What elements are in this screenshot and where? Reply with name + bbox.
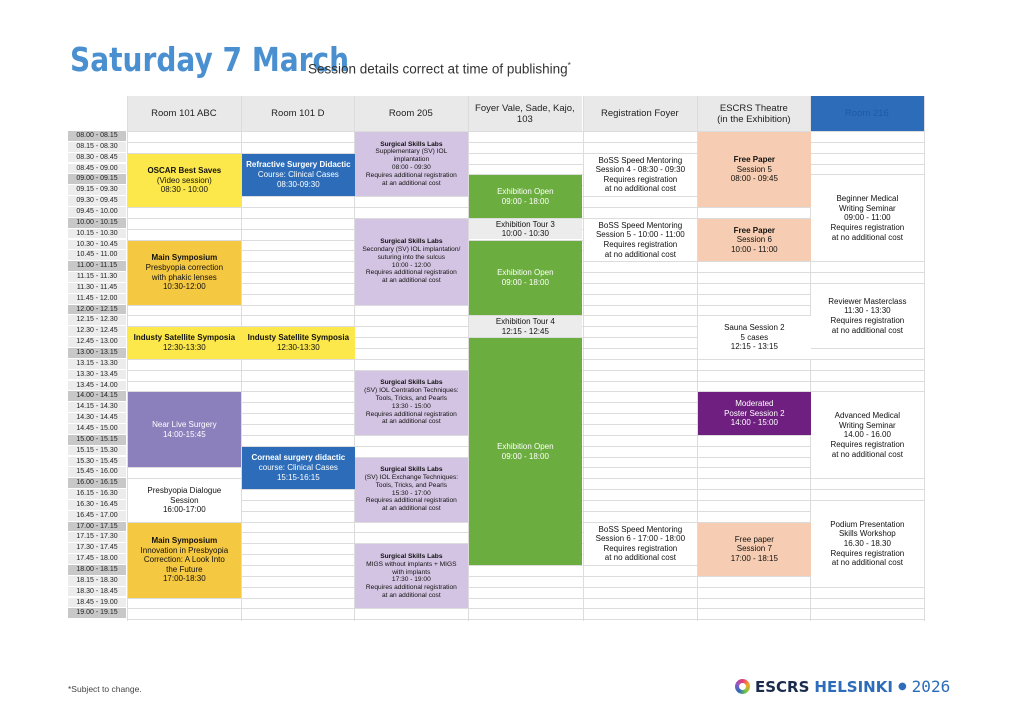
- session-block[interactable]: [355, 132, 468, 196]
- time-slot: 09.15 - 09.30: [68, 185, 126, 196]
- session-detail: 13:30 - 15:00: [391, 402, 431, 410]
- session-title: Corneal surgery didactic: [251, 453, 346, 463]
- session-detail: 14:00-15:45: [162, 429, 206, 439]
- session-detail: Poster Session 2: [724, 408, 785, 418]
- time-slot: 14.45 - 15.00: [68, 424, 126, 435]
- time-slot: 14.30 - 14.45: [68, 413, 126, 424]
- time-slot: 15.15 - 15.30: [68, 446, 126, 457]
- session-title: Podium Presentation: [830, 519, 905, 529]
- time-slot: 18.45 - 19.00: [68, 598, 126, 609]
- session-block[interactable]: [128, 479, 241, 521]
- time-slot: 10.00 - 10.15: [68, 218, 126, 229]
- session-block[interactable]: [128, 392, 241, 467]
- session-detail: Requires registration: [830, 223, 905, 233]
- session-detail: Session 5: [736, 164, 772, 174]
- session-detail: at no additional cost: [831, 558, 903, 568]
- session-detail: Requires additional registration: [365, 497, 457, 505]
- session-block[interactable]: [698, 132, 811, 207]
- session-title: Moderated: [735, 399, 774, 409]
- session-title: Main Symposium: [151, 253, 218, 263]
- session-block[interactable]: [698, 219, 811, 261]
- session-block[interactable]: [242, 154, 355, 196]
- session-detail: 16.30 - 18.30: [843, 538, 891, 548]
- session-detail: 14.00 - 16.00: [843, 430, 891, 440]
- session-title: Industy Satellite Symposia: [133, 333, 236, 343]
- session-detail: implantation: [393, 156, 430, 164]
- session-detail: 09:00 - 18:00: [501, 277, 549, 287]
- session-title: Exhibition Tour 4: [495, 317, 555, 327]
- session-title: Surgical Skills Labs: [380, 552, 443, 560]
- session-detail: 10:00 - 10:30: [501, 229, 549, 239]
- session-detail: Innovation in Presbyopia: [140, 545, 229, 555]
- session-detail: with implants: [392, 568, 431, 576]
- session-detail: 17:00 - 18:15: [730, 554, 778, 564]
- time-slot: 12.00 - 12.15: [68, 305, 126, 316]
- session-detail: Correction: A Look Into: [143, 555, 225, 565]
- session-detail: (SV) IOL Centration Techniques:: [364, 387, 459, 395]
- session-detail: Requires registration: [830, 548, 905, 558]
- session-title: Surgical Skills Labs: [380, 140, 443, 148]
- session-detail: 09:00 - 18:00: [501, 196, 549, 206]
- session-detail: with phakic lenses: [151, 272, 217, 282]
- session-block[interactable]: [698, 392, 811, 434]
- session-detail: Session 4 - 08:30 - 09:30: [595, 165, 686, 175]
- time-slot: 08.30 - 08.45: [68, 153, 126, 164]
- session-detail: (Video session): [156, 175, 212, 185]
- session-detail: Session 7: [736, 544, 772, 554]
- time-slot: 11.30 - 11.45: [68, 283, 126, 294]
- session-block[interactable]: [811, 284, 924, 348]
- session-block[interactable]: [584, 154, 697, 196]
- session-detail: at an additional cost: [382, 277, 441, 285]
- session-block[interactable]: [469, 316, 582, 337]
- session-block[interactable]: [811, 501, 924, 587]
- session-detail: 08:00 - 09:45: [730, 174, 778, 184]
- session-block[interactable]: [355, 544, 468, 608]
- session-detail: 12:15 - 12:45: [501, 326, 549, 336]
- column-header: Room 205: [354, 96, 469, 131]
- session-block[interactable]: [355, 458, 468, 522]
- time-slot: 16.30 - 16.45: [68, 500, 126, 511]
- time-slot: 17.15 - 17.30: [68, 532, 126, 543]
- session-block[interactable]: [469, 219, 582, 240]
- session-detail: 14:00 - 15:00: [730, 418, 778, 428]
- session-title: Refractive Surgery Didactic: [246, 160, 351, 170]
- session-detail: 09:00 - 11:00: [844, 213, 891, 223]
- session-detail: at no additional cost: [831, 325, 903, 335]
- session-detail: Requires registration: [603, 239, 678, 249]
- session-detail: Tools, Tricks, and Pearls: [375, 394, 448, 402]
- session-title: Industy Satellite Symposia: [247, 333, 350, 343]
- logo-text-year: 2026: [911, 677, 951, 696]
- session-detail: MIGS without implants + MIGS: [366, 560, 457, 568]
- column-header: Registration Foyer: [583, 96, 698, 131]
- session-block[interactable]: [811, 392, 924, 478]
- column-header: Foyer Vale, Sade, Kajo, 103: [468, 96, 583, 131]
- session-detail: 09:00 - 18:00: [501, 451, 549, 461]
- time-slot: 17.45 - 18.00: [68, 554, 126, 565]
- session-title: Surgical Skills Labs: [380, 238, 443, 246]
- time-slot: 11.45 - 12.00: [68, 294, 126, 305]
- session-detail: course: Clinical Cases: [258, 463, 338, 473]
- time-slot: 11.15 - 11.30: [68, 272, 126, 283]
- session-detail: Course: Clinical Cases: [257, 170, 339, 180]
- session-block[interactable]: [469, 338, 582, 565]
- column-divider: [924, 96, 925, 621]
- time-slot: 13.00 - 13.15: [68, 348, 126, 359]
- subtitle-asterisk: *: [567, 61, 571, 70]
- session-detail: Presbyopia correction: [145, 262, 224, 272]
- time-slot: 15.00 - 15.15: [68, 435, 126, 446]
- session-block[interactable]: [355, 219, 468, 305]
- row-divider: [127, 576, 924, 577]
- time-slot: 16.00 - 16.15: [68, 478, 126, 489]
- session-block[interactable]: [242, 327, 355, 359]
- session-detail: 12:15 - 13:15: [730, 342, 778, 352]
- session-title: Sauna Session 2: [724, 323, 785, 333]
- session-title: Surgical Skills Labs: [380, 379, 443, 387]
- time-slot: 09.30 - 09.45: [68, 196, 126, 207]
- session-detail: Requires registration: [830, 315, 905, 325]
- time-slot: 08.15 - 08.30: [68, 142, 126, 153]
- session-detail: the Future: [166, 564, 203, 574]
- column-header: Room 101 ABC: [127, 96, 242, 131]
- page-subtitle: [308, 61, 571, 77]
- session-title: Exhibition Open: [497, 268, 554, 278]
- time-slot: 13.45 - 14.00: [68, 381, 126, 392]
- session-detail: 10:00 - 11:00: [731, 244, 778, 254]
- session-title: BoSS Speed Mentoring: [598, 155, 683, 165]
- session-detail: at no additional cost: [604, 184, 676, 194]
- row-divider: [127, 608, 924, 609]
- time-slot: 16.45 - 17.00: [68, 511, 126, 522]
- session-block[interactable]: [242, 447, 355, 489]
- time-slot: 10.15 - 10.30: [68, 229, 126, 240]
- time-slot: 12.30 - 12.45: [68, 326, 126, 337]
- session-detail: 5 cases: [740, 332, 769, 342]
- session-detail: 08:00 - 09:30: [391, 164, 431, 172]
- session-title: Exhibition Open: [497, 441, 554, 451]
- time-slot: 08.00 - 08.15: [68, 131, 126, 142]
- session-title: Exhibition Open: [497, 186, 554, 196]
- session-detail: 12:30-13:30: [276, 343, 320, 353]
- session-block[interactable]: [355, 371, 468, 435]
- session-detail: at an additional cost: [382, 591, 441, 599]
- time-slot: 17.30 - 17.45: [68, 543, 126, 554]
- session-detail: at no additional cost: [604, 249, 676, 259]
- session-block[interactable]: [698, 523, 811, 576]
- session-detail: at no additional cost: [604, 553, 676, 563]
- session-detail: Requires registration: [603, 174, 678, 184]
- session-detail: Secondary (SV) IOL implantation/: [362, 246, 461, 254]
- session-detail: Skills Workshop: [838, 529, 896, 539]
- logo-text-escrs: ESCRS: [755, 677, 810, 696]
- session-detail: 15:15-16:15: [276, 472, 320, 482]
- session-detail: at an additional cost: [382, 505, 441, 513]
- session-block[interactable]: [469, 241, 582, 316]
- session-block[interactable]: [469, 175, 582, 217]
- time-slot: 10.45 - 11.00: [68, 250, 126, 261]
- session-block[interactable]: [811, 175, 924, 261]
- session-block[interactable]: [128, 154, 241, 207]
- escrs-logo: [735, 677, 950, 696]
- session-detail: 10:30-12:00: [162, 282, 206, 292]
- session-detail: at no additional cost: [831, 232, 903, 242]
- row-divider: [127, 598, 924, 599]
- session-detail: at an additional cost: [382, 179, 441, 187]
- time-slot: 18.15 - 18.30: [68, 576, 126, 587]
- column-header: Room 216: [810, 96, 925, 131]
- session-title: Advanced Medical: [834, 411, 901, 421]
- time-slot: 19.00 - 19.15: [68, 608, 126, 619]
- time-slot: 10.30 - 10.45: [68, 240, 126, 251]
- row-divider: [127, 587, 924, 588]
- session-detail: at an additional cost: [382, 418, 441, 426]
- time-slot: 09.45 - 10.00: [68, 207, 126, 218]
- session-detail: at no additional cost: [831, 449, 903, 459]
- session-block[interactable]: [128, 241, 241, 305]
- row-divider: [127, 619, 924, 620]
- session-detail: 17:30 - 19:00: [391, 576, 431, 584]
- session-detail: Supplementary (SV) IOL: [375, 148, 448, 156]
- session-detail: Requires registration: [830, 440, 905, 450]
- session-detail: Requires additional registration: [365, 410, 457, 418]
- session-detail: 08:30-09:30: [276, 179, 320, 189]
- subtitle-text: Session details correct at time of publishing: [308, 61, 568, 77]
- time-slot: 16.15 - 16.30: [68, 489, 126, 500]
- session-detail: Session 6 - 17:00 - 18:00: [595, 534, 686, 544]
- session-title: Reviewer Masterclass: [828, 296, 907, 306]
- session-detail: Session 5 - 10:00 - 11:00: [595, 230, 685, 240]
- time-slot: 12.15 - 12.30: [68, 315, 126, 326]
- session-detail: Session: [170, 495, 199, 505]
- session-block[interactable]: [584, 523, 697, 565]
- time-slot: 12.45 - 13.00: [68, 337, 126, 348]
- time-slot: 09.00 - 09.15: [68, 174, 126, 185]
- time-slot: 08.45 - 09.00: [68, 164, 126, 175]
- session-detail: 12:30-13:30: [162, 343, 206, 353]
- session-block[interactable]: [698, 316, 811, 358]
- session-title: Presbyopia Dialogue: [147, 485, 222, 495]
- time-slot: 13.15 - 13.30: [68, 359, 126, 370]
- time-slot: 15.30 - 15.45: [68, 457, 126, 468]
- session-block[interactable]: [128, 327, 241, 359]
- time-slot: 13.30 - 13.45: [68, 370, 126, 381]
- session-detail: Writing Seminar: [838, 420, 896, 430]
- session-title: Exhibition Tour 3: [495, 219, 555, 229]
- session-block[interactable]: [584, 219, 697, 261]
- logo-text-helsinki: HELSINKI: [814, 677, 893, 696]
- session-title: BoSS Speed Mentoring: [598, 220, 683, 230]
- session-detail: Requires additional registration: [365, 269, 457, 277]
- time-slot: 11.00 - 11.15: [68, 261, 126, 272]
- footnote: *Subject to change.: [68, 684, 142, 694]
- time-slot: 18.30 - 18.45: [68, 587, 126, 598]
- time-slot: 18.00 - 18.15: [68, 565, 126, 576]
- column-header: ESCRS Theatre (in the Exhibition): [697, 96, 812, 131]
- session-detail: Requires additional registration: [365, 171, 457, 179]
- logo-divider-icon: ●: [897, 681, 907, 692]
- session-detail: Writing Seminar: [838, 203, 896, 213]
- session-detail: 16:00-17:00: [162, 505, 206, 515]
- session-detail: 11:30 - 13:30: [844, 306, 891, 316]
- session-detail: Requires registration: [603, 543, 678, 553]
- page-title: Saturday 7 March: [70, 40, 350, 79]
- session-title: Main Symposium: [151, 536, 218, 546]
- session-detail: suturing into the sulcus: [377, 253, 446, 261]
- header-time-blank: [68, 96, 127, 131]
- session-detail: Requires additional registration: [365, 584, 457, 592]
- session-title: Free Paper: [733, 155, 776, 165]
- session-detail: 15:30 - 17:00: [391, 489, 431, 497]
- session-detail: 17:00-18:30: [162, 574, 206, 584]
- session-detail: (SV) IOL Exchange Techniques:: [364, 473, 459, 481]
- session-block[interactable]: [128, 523, 241, 598]
- session-title: Free Paper: [733, 225, 776, 235]
- session-detail: 08:30 - 10:00: [160, 185, 208, 195]
- column-header: Room 101 D: [241, 96, 356, 131]
- time-slot: 14.15 - 14.30: [68, 402, 126, 413]
- session-title: BoSS Speed Mentoring: [598, 524, 683, 534]
- session-title: Free paper: [734, 534, 774, 544]
- time-slot: 17.00 - 17.15: [68, 522, 126, 533]
- session-detail: 10:00 - 12:00: [391, 261, 431, 269]
- escrs-logo-icon: [735, 679, 750, 694]
- time-slot: 14.00 - 14.15: [68, 391, 126, 402]
- session-title: OSCAR Best Saves: [147, 165, 222, 175]
- session-title: Near Live Surgery: [152, 420, 217, 430]
- session-title: Beginner Medical: [836, 194, 899, 204]
- time-slot: 15.45 - 16.00: [68, 467, 126, 478]
- session-detail: Tools, Tricks, and Pearls: [375, 481, 448, 489]
- session-detail: Session 6: [736, 235, 772, 245]
- session-title: Surgical Skills Labs: [380, 466, 443, 474]
